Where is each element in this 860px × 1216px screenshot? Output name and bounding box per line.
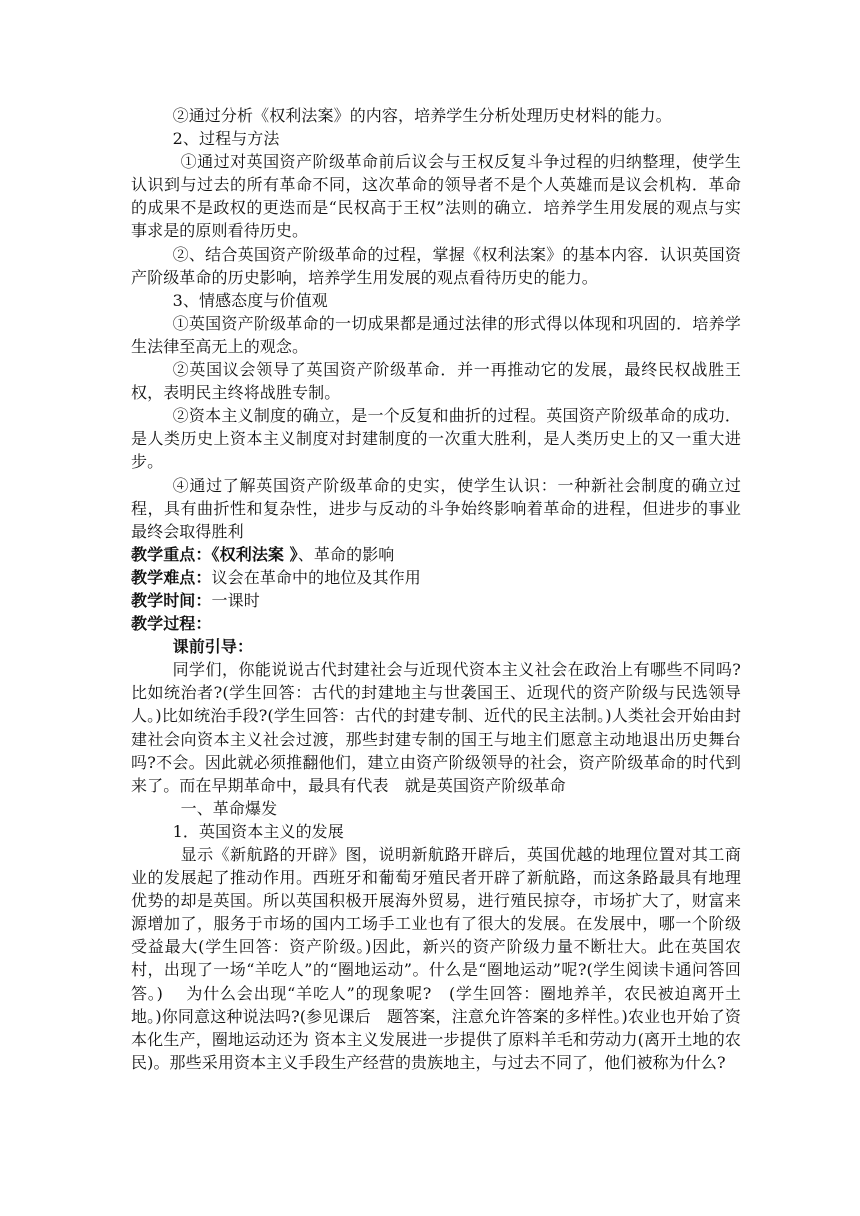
document-body — [131, 104, 741, 1074]
heading-attitude-values: 3、情感态度与价值观 — [172, 290, 328, 310]
process-paragraph-2: ②、结合英国资产阶级革命的过程，掌握《权利法案》的基本内容．认识英国资产阶级革命的历史影响，培养学生用发展的观点看待历史的能力。 — [131, 244, 741, 287]
teaching-process-line — [131, 612, 741, 635]
heading-process-method: 2、过程与方法 — [172, 129, 280, 149]
teaching-difficulty-text: 议会在革命中的地位及其作用 — [211, 567, 421, 587]
values-paragraph-2: ②英国议会领导了英国资产阶级革命．并一再推动它的发展，最终民权战胜王权，表明民主终将战胜专制。 — [131, 360, 741, 403]
subsection-capitalism-development: 1．英国资本主义的发展 — [172, 821, 344, 841]
teaching-focus-line — [131, 543, 741, 566]
teaching-focus-bold: 《权利法案 》 — [211, 544, 298, 564]
teaching-focus-label: 教学重点： — [131, 544, 212, 564]
teaching-difficulty-label: 教学难点： — [131, 567, 212, 587]
teaching-process-label: 教学过程： — [131, 614, 212, 634]
teaching-time-line — [131, 589, 741, 612]
values-paragraph-1: ①英国资产阶级革命的一切成果都是通过法律的形式得以体现和巩固的．培养学生法律至高无上的观念。 — [131, 313, 741, 356]
capitalism-paragraph: 显示《新航路的开辟》图，说明新航路开辟后，英国优越的地理位置对其工商业的发展起了推动作用。西班牙和葡萄牙殖民者开辟了新航路，而这条路最具有地理优势的却是英国。所以英国积极开展海外贸易，进行殖民掠夺，市场扩大了，财富来源增加了，服务于市场的国内工场手工业也有了很大的发展。在发展中，哪一个阶级受益最大(学生回答：资产阶级。)因此，新兴的资产阶级力量不断壮大。此在英国农村，出现了一场“羊吃人”的“圈地运动”。什么是“圈地运动”呢?(学生阅读卡通问答回答。) 为什么会出现“羊吃人”的现象呢? (学生回答：圈地养羊，农民被迫离开土地。)你同意这种说法吗?(参见课后 题答案，注意允许答案的多样性。)农业也开始了资本化生产，圈地运动还为 资本主义发展进一步提供了原料羊毛和劳动力(离开土地的农民)。那些采用资本主义手段生产经营的贵族地主，与过去不同了，他们被称为什么? — [131, 845, 741, 1072]
intro-paragraph: 同学们，你能说说古代封建社会与近现代资本主义社会在政治上有哪些不同吗?比如统治者?(学生回答：古代的封建地主与世袭国王、近现代的资产阶级与民选领导人。)比如统治手段?(学生回答：古代的封建专制、近代的民主法制。)人类社会开始由封建社会向资本主义社会过渡，那些封建专制的国王与地主们愿意主动地退出历史舞台吗?不会。因此就必须推翻他们，建立由资产阶级领导的社会，资产阶级革命的时代到来了。而在早期革命中，最具有代表 就是英国资产阶级革命 — [131, 660, 741, 795]
values-paragraph-4: ④通过了解英国资产阶级革命的史实，使学生认识：一种新社会制度的确立过程，具有曲折性和复杂性，进步与反动的斗争始终影响着革命的进程，但进步的事业最终会取得胜利 — [131, 475, 741, 541]
section-revolution-outbreak: 一、革命爆发 — [180, 798, 278, 818]
intro-heading: 课前引导： — [172, 637, 254, 657]
teaching-difficulty-line — [131, 566, 741, 589]
values-paragraph-3: ②资本主义制度的确立，是一个反复和曲折的过程。英国资产阶级革命的成功．是人类历史上资本主义制度对封建制度的一次重大胜利，是人类历史上的又一重大进步。 — [131, 406, 741, 472]
process-paragraph-1: ①通过对英国资产阶级革命前后议会与王权反复斗争过程的归纳整理，使学生认识到与过去的所有革命不同，这次革命的领导者不是个人英雄而是议会机构．革命的成果不是政权的更迭而是“民权高于王权”法则的确立．培养学生用发展的观点与实事求是的原则看待历史。 — [131, 152, 741, 241]
objective-paragraph-2: ②通过分析《权利法案》的内容，培养学生分析处理历史材料的能力。 — [172, 106, 672, 125]
teaching-time-label: 教学时间： — [131, 590, 212, 610]
teaching-focus-text: 、革命的影响 — [297, 544, 395, 564]
teaching-time-text: 一课时 — [211, 590, 260, 610]
